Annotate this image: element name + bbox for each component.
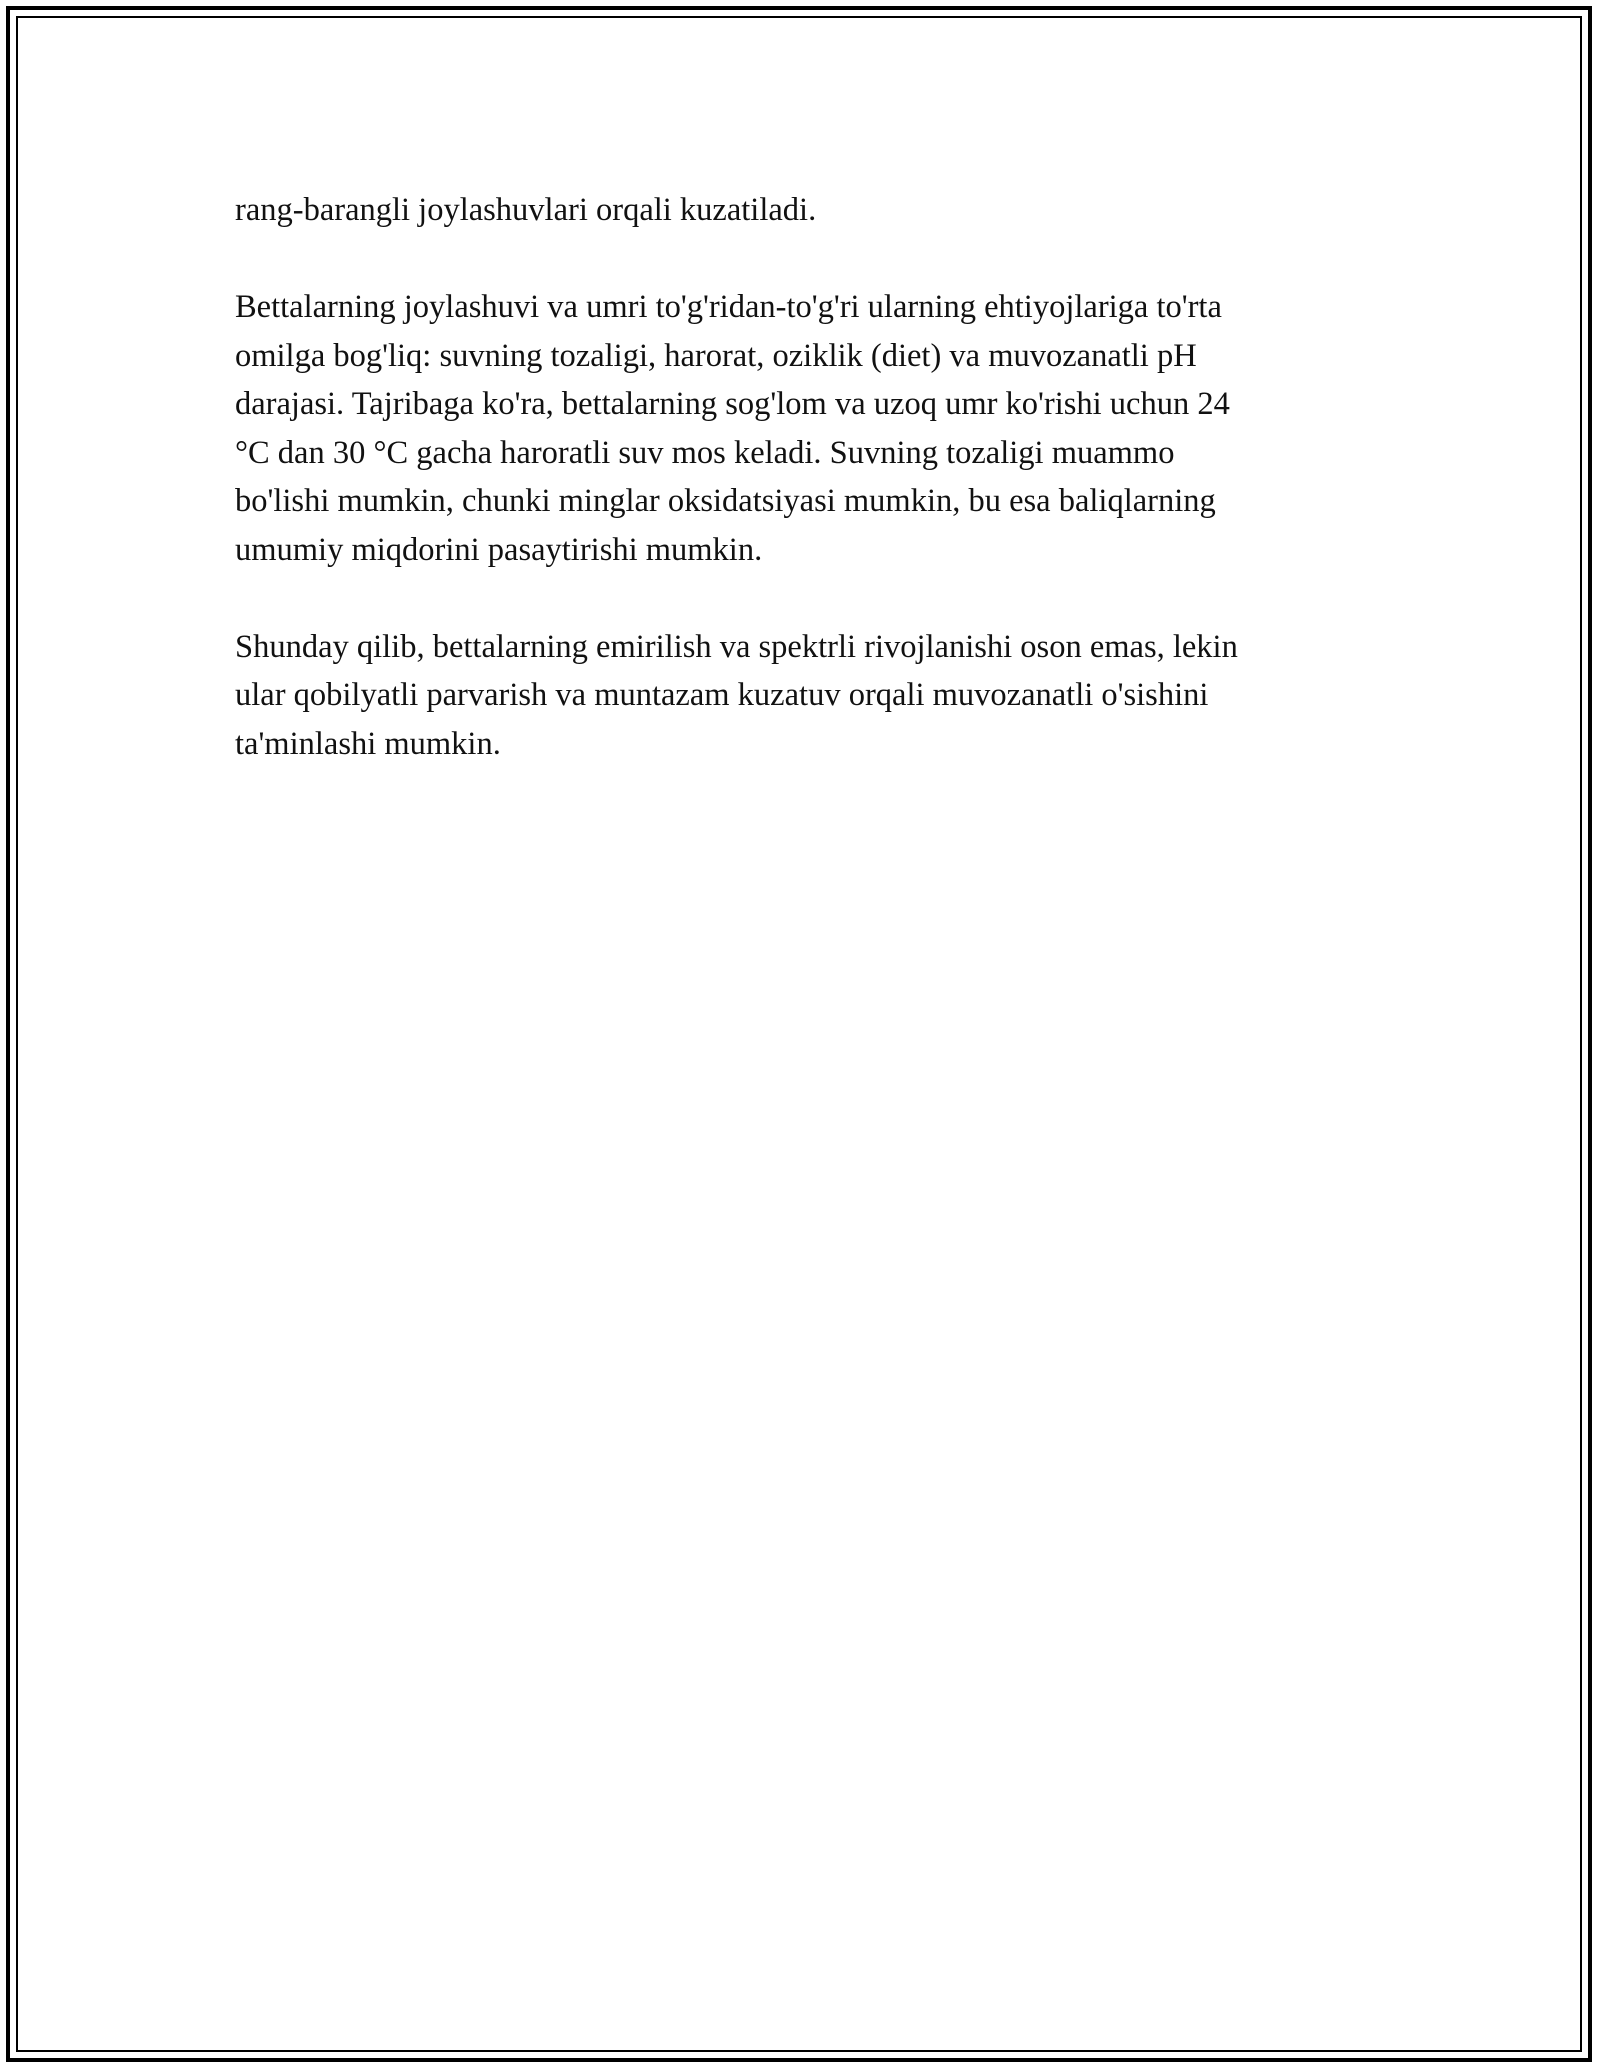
document-body [235,186,1385,768]
text-line: ular qobilyatli parvarish va muntazam kuzatuv orqali muvozanatli o'sishini [235,677,1209,713]
text-line: rang-barangli joylashuvlari orqali kuzatiladi. [235,192,817,228]
text-line: bo'lishi mumkin, chunki minglar oksidatsiyasi mumkin, bu esa baliqlarning [235,483,1216,519]
text-line: darajasi. Tajribaga ko'ra, bettalarning sog'lom va uzoq umr ko'rishi uchun 24 [235,386,1230,422]
paragraph-intro [235,186,1385,235]
paragraph-conditions [235,283,1385,574]
text-line: ta'minlashi mumkin. [235,725,501,762]
paragraph-conclusion [235,623,1385,769]
text-line: °C dan 30 °C gacha haroratli suv mos keladi. Suvning tozaligi muammo [235,434,1175,471]
text-line: Bettalarning joylashuvi va umri to'g'ridan-to'g'ri ularning ehtiyojlariga to'rta [235,289,1222,325]
text-line: umumiy miqdorini pasaytirishi mumkin. [235,531,763,568]
text-line: omilga bog'liq: suvning tozaligi, harorat, oziklik (diet) va muvozanatli pH [235,337,1197,374]
text-line: Shunday qilib, bettalarning emirilish va spektrli rivojlanishi oson emas, lekin [235,628,1238,665]
